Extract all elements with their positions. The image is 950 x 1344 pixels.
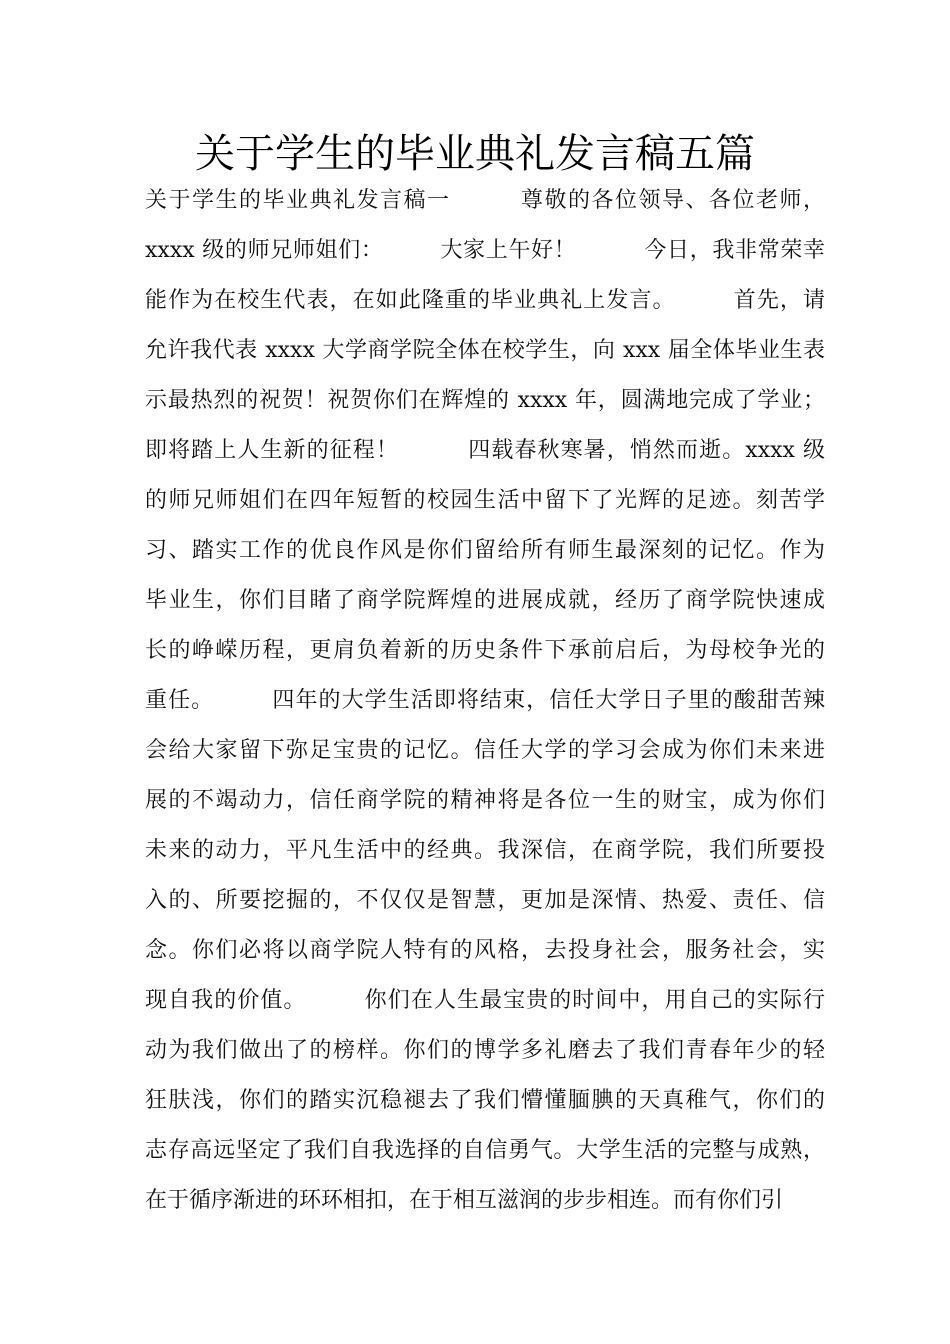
body-line: 会给大家留下弥足宝贵的记忆。信任大学的学习会成为你们未来进: [145, 738, 825, 763]
body-line: 志存高远坚定了我们自我选择的自信勇气。大学生活的完整与成熟，: [145, 1138, 825, 1163]
body-line: 未来的动力，平凡生活中的经典。我深信，在商学院，我们所要投: [145, 838, 825, 863]
body-line: xxxx 级的师兄师姐们： 大家上午好！ 今日，我非常荣幸: [145, 238, 825, 263]
body-line: 重任。 四年的大学生活即将结束，信任大学日子里的酸甜苦辣: [145, 688, 825, 713]
body-line: 现自我的价值。 你们在人生最宝贵的时间中，用自己的实际行: [145, 988, 825, 1013]
body-line: 允许我代表 xxxx 大学商学院全体在校学生，向 xxx 届全体毕业生表: [145, 338, 825, 363]
body-line: 关于学生的毕业典礼发言稿一 尊敬的各位领导、各位老师，: [145, 188, 825, 213]
body-line: 能作为在校生代表，在如此隆重的毕业典礼上发言。 首先，请: [145, 288, 825, 313]
body-line: 展的不竭动力，信任商学院的精神将是各位一生的财宝，成为你们: [145, 788, 825, 813]
document-title: 关于学生的毕业典礼发言稿五篇: [195, 131, 755, 177]
body-line: 在于循序渐进的环环相扣，在于相互滋润的步步相连。而有你们引: [145, 1188, 784, 1213]
document-body: [145, 176, 825, 1226]
body-line: 入的、所要挖掘的，不仅仅是智慧，更加是深情、热爱、责任、信: [145, 888, 825, 913]
body-line: 即将踏上人生新的征程！ 四载春秋寒暑，悄然而逝。xxxx 级: [145, 438, 825, 463]
body-line: 动为我们做出了的榜样。你们的博学多礼磨去了我们青春年少的轻: [145, 1038, 825, 1063]
body-line: 念。你们必将以商学院人特有的风格，去投身社会，服务社会，实: [145, 938, 825, 963]
body-line: 长的峥嵘历程，更肩负着新的历史条件下承前启后，为母校争光的: [145, 638, 825, 663]
body-line: 示最热烈的祝贺！祝贺你们在辉煌的 xxxx 年，圆满地完成了学业；: [145, 388, 825, 413]
body-line: 习、踏实工作的优良作风是你们留给所有师生最深刻的记忆。作为: [145, 538, 825, 563]
body-line: 的师兄师姐们在四年短暂的校园生活中留下了光辉的足迹。刻苦学: [145, 488, 825, 513]
body-line: 狂肤浅，你们的踏实沉稳褪去了我们懵懂腼腆的天真稚气，你们的: [145, 1088, 825, 1113]
body-line: 毕业生，你们目睹了商学院辉煌的进展成就，经历了商学院快速成: [145, 588, 825, 613]
